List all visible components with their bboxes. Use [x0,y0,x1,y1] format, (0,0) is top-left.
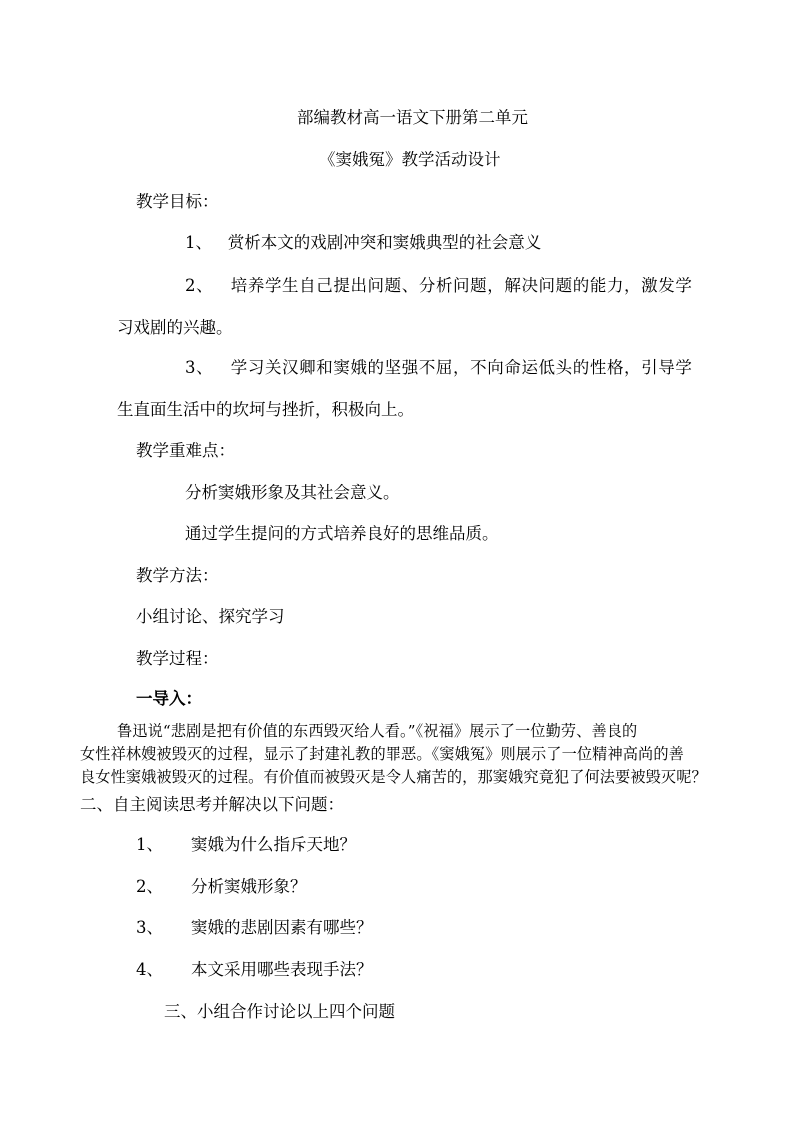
question-text: 窦娥的悲剧因素有哪些？ [191,918,373,937]
section-3-heading: 三、小组合作讨论以上四个问题 [164,1002,395,1021]
question-item-2 [136,877,307,897]
key-point-item: 分析窦娥形象及其社会意义。 [185,483,400,502]
question-item-3 [136,918,373,938]
question-number: 1、 [136,835,163,854]
objective-item-3-continued: 生直面生活中的坎坷与挫折，积极向上。 [117,400,414,419]
question-number: 2、 [136,877,163,896]
objective-text: 培养学生自己提出问题、分析问题，解决问题的能力，激发学 [230,276,693,295]
question-number: 3、 [136,918,163,937]
question-text: 窦娥为什么指斥天地？ [191,835,356,854]
key-points-heading: 教学重难点： [136,441,235,460]
objective-item-2-continued: 习戏剧的兴趣。 [117,318,233,337]
objective-number: 2、 [185,276,214,295]
objective-item-1 [185,233,541,253]
intro-paragraph-line-2: 女性祥林嫂被毁灭的过程，显示了封建礼教的罪恶。《窦娥冤》则展示了一位精神高尚的善 [80,745,684,763]
intro-heading: 一导入： [136,689,202,708]
question-number: 4、 [136,960,163,979]
question-text: 分析窦娥形象？ [191,877,307,896]
question-text: 本文采用哪些表现手法？ [191,960,373,979]
objective-number: 1、 [185,233,212,252]
document-subtitle: 《窦娥冤》教学活动设计 [319,150,501,169]
question-item-1 [136,835,356,855]
objective-number: 3、 [185,358,214,377]
document-title: 部编教材高一语文下册第二单元 [297,108,528,127]
methods-text: 小组讨论、探究学习 [136,607,285,626]
key-point-item: 通过学生提问的方式培养良好的思维品质。 [185,524,499,543]
objective-text: 学习关汉卿和窦娥的坚强不屈，不向命运低头的性格，引导学 [230,358,693,377]
methods-heading: 教学方法： [136,566,219,585]
intro-paragraph-line-3: 良女性窦娥被毁灭的过程。有价值而被毁灭是令人痛苦的，那窦娥究竟犯了何法要被毁灭呢？ [80,768,707,786]
objective-text: 赏析本文的戏剧冲突和窦娥典型的社会意义 [227,233,542,252]
process-heading: 教学过程： [136,649,219,668]
objective-item-3 [185,358,692,378]
objective-item-2 [185,276,692,296]
section-2-heading: 二、自主阅读思考并解决以下问题： [80,795,344,814]
question-item-4 [136,960,373,980]
objectives-heading: 教学目标： [136,192,219,211]
intro-paragraph-line-1: 鲁迅说“悲剧是把有价值的东西毁灭给人看。”《祝福》展示了一位勤劳、善良的 [117,722,638,740]
